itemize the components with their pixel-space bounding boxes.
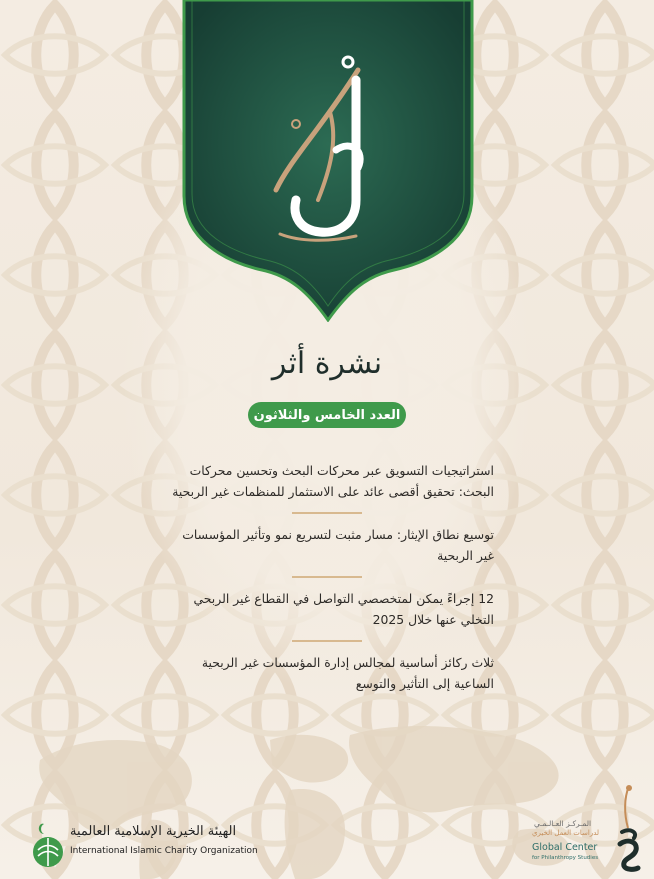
quill-pen-icon	[616, 784, 642, 872]
iico-logo	[30, 820, 258, 875]
center-name-arabic: المـركـز العـالـمـي	[534, 819, 592, 828]
article-line: البحث: تحقيق أقصى عائد على الاستثمار للمنظمات غير الربحية	[172, 484, 494, 499]
article-line: 12 إجراءً يمكن لمتخصصي التواصل في القطاع غير الربحي	[193, 591, 494, 606]
article-line: الساعية إلى التأثير والتوسع	[355, 676, 494, 691]
article-item[interactable]	[160, 524, 494, 566]
issue-number-badge: العدد الخامس والثلاثون	[248, 402, 406, 428]
article-line: استراتيجيات التسويق عبر محركات البحث وتحسين محركات	[189, 463, 494, 478]
article-divider	[292, 512, 362, 514]
center-name-english: Global Center	[532, 842, 598, 853]
article-item[interactable]	[160, 588, 494, 630]
crescent-globe-icon	[30, 820, 66, 872]
banner-arch	[184, 0, 472, 320]
newsletter-title: نشرة أثر	[271, 346, 383, 381]
global-center-logo	[528, 784, 648, 874]
org-name-english: International Islamic Charity Organization	[70, 846, 258, 856]
article-item[interactable]	[160, 652, 494, 694]
article-line: التخلي عنها خلال 2025	[372, 612, 494, 627]
header-banner	[180, 0, 476, 322]
article-line: توسيع نطاق الإيثار: مسار مثبت لتسريع نمو وتأثير المؤسسات	[182, 527, 494, 542]
article-line: غير الربحية	[437, 548, 494, 563]
article-list	[160, 460, 494, 694]
article-line: ثلاث ركائز أساسية لمجالس إدارة المؤسسات غير الربحية	[201, 655, 494, 670]
org-name-arabic: الهيئة الخيرية الإسلامية العالمية	[70, 824, 237, 839]
center-subtitle-arabic: لدراسات العمل الخيري	[532, 829, 600, 837]
article-divider	[292, 640, 362, 642]
center-subtitle-english: for Philanthropy Studies	[532, 855, 599, 861]
article-divider	[292, 576, 362, 578]
article-item[interactable]	[160, 460, 494, 502]
